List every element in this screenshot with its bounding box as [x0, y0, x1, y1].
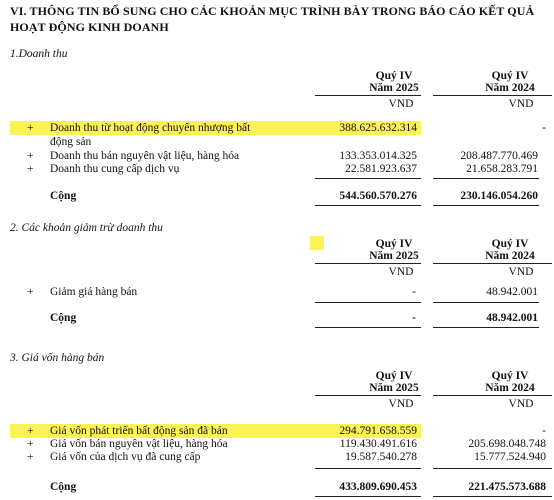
- header-rule-2024: [433, 95, 552, 96]
- header-rule-2025: [315, 395, 421, 396]
- unit-2025: VND: [388, 266, 414, 278]
- row-label: Doanh thu bán nguyên vật liệu, hàng hóa: [50, 150, 240, 162]
- col-header-y2024: Năm 2024: [485, 82, 535, 94]
- row-marker: +: [27, 451, 34, 463]
- col-header-q2025: Quý IV: [375, 70, 413, 82]
- unit-2024: VND: [508, 398, 534, 410]
- section-heading-revenue: 1.Doanh thu: [10, 48, 68, 60]
- section-title-line2: HOẠT ĐỘNG KINH DOANH: [10, 20, 169, 34]
- total-rule-2025: [315, 205, 421, 206]
- unit-2024: VND: [508, 266, 534, 278]
- total-label: Cộng: [50, 190, 77, 202]
- total-label: Cộng: [50, 481, 77, 493]
- total-2025: 544.560.570.276: [339, 190, 417, 202]
- col-header-q2025: Quý IV: [375, 238, 413, 250]
- value-2025: 133.353.014.325: [339, 150, 417, 162]
- row-marker: +: [27, 150, 34, 162]
- value-2024: 21.658.283.791: [466, 163, 538, 175]
- value-2024: 208.487.770.469: [460, 150, 538, 162]
- section-heading-cogs: 3. Giá vốn hàng bán: [10, 352, 105, 364]
- total-2024: 221.475.573.688: [468, 481, 546, 493]
- row-label: Giá vốn phát triển bất động sản đã bán: [50, 425, 228, 437]
- row-label: Doanh thu từ hoạt động chuyển nhượng bất: [50, 122, 251, 134]
- col-header-y2024: Năm 2024: [485, 382, 535, 394]
- header-rule-2024: [433, 395, 552, 396]
- unit-2025: VND: [388, 398, 414, 410]
- unit-2025: VND: [388, 98, 414, 110]
- total-2024: 48.942.001: [486, 312, 538, 324]
- value-2025: 294.791.658.559: [339, 425, 417, 437]
- subtotal-rule-2024: [433, 302, 539, 303]
- section-title-line1: VI. THÔNG TIN BỔ SUNG CHO CÁC KHOẢN MỤC TRÌNH BÀY TRONG BÁO CÁO KẾT QUẢ: [10, 4, 535, 18]
- row-label: Giảm giá hàng bán: [50, 286, 138, 298]
- col-header-q2024: Quý IV: [491, 70, 529, 82]
- row-marker: +: [27, 438, 34, 450]
- value-2024: 48.942.001: [486, 286, 538, 298]
- header-rule-2025: [315, 263, 421, 264]
- value-2024: 205.698.048.748: [468, 438, 546, 450]
- total-rule-2025: [315, 496, 421, 497]
- section-heading-deductions: 2. Các khoản giảm trừ doanh thu: [10, 222, 163, 234]
- total-rule-2025: [315, 327, 421, 328]
- value-2024: -: [542, 122, 546, 134]
- subtotal-rule-2024: [433, 468, 552, 469]
- total-rule-2024: [433, 327, 539, 328]
- row-marker: +: [27, 163, 34, 175]
- value-2025: -: [412, 286, 416, 298]
- row-marker: +: [27, 286, 34, 298]
- value-2024: 15.777.524.940: [474, 451, 546, 463]
- value-2025: 19.587.540.278: [345, 451, 417, 463]
- unit-2024: VND: [508, 98, 534, 110]
- row-label-cont: động sản: [50, 136, 92, 148]
- header-rule-2024: [433, 263, 552, 264]
- header-rule-2025: [315, 95, 421, 96]
- col-header-q2024: Quý IV: [491, 370, 529, 382]
- value-2025: 388.625.632.314: [339, 122, 417, 134]
- col-header-y2025: Năm 2025: [369, 250, 419, 262]
- value-2024: -: [542, 425, 546, 437]
- col-header-y2025: Năm 2025: [369, 82, 419, 94]
- value-2025: 22.581.923.637: [345, 163, 417, 175]
- col-header-y2025: Năm 2025: [369, 382, 419, 394]
- row-label: Giá vốn bán nguyên vật liệu, hàng hóa: [50, 438, 228, 450]
- row-label: Doanh thu cung cấp dịch vụ: [50, 163, 180, 175]
- col-header-y2024: Năm 2024: [485, 250, 535, 262]
- total-2025: 433.809.690.453: [339, 481, 417, 493]
- total-2025: -: [412, 312, 416, 324]
- total-2024: 230.146.054.260: [460, 190, 538, 202]
- total-rule-2024: [433, 205, 539, 206]
- col-header-q2025: Quý IV: [375, 370, 413, 382]
- highlight-mark: [310, 236, 324, 250]
- subtotal-rule-2024: [433, 178, 539, 179]
- row-label: Giá vốn của dịch vụ đã cung cấp: [50, 451, 201, 463]
- total-label: Cộng: [50, 312, 77, 324]
- subtotal-rule-2025: [315, 302, 421, 303]
- subtotal-rule-2025: [315, 178, 421, 179]
- col-header-q2024: Quý IV: [491, 238, 529, 250]
- row-marker: +: [27, 122, 34, 134]
- row-marker: +: [27, 425, 34, 437]
- subtotal-rule-2025: [315, 468, 421, 469]
- value-2025: 119.430.491.616: [339, 438, 417, 450]
- total-rule-2024: [433, 496, 552, 497]
